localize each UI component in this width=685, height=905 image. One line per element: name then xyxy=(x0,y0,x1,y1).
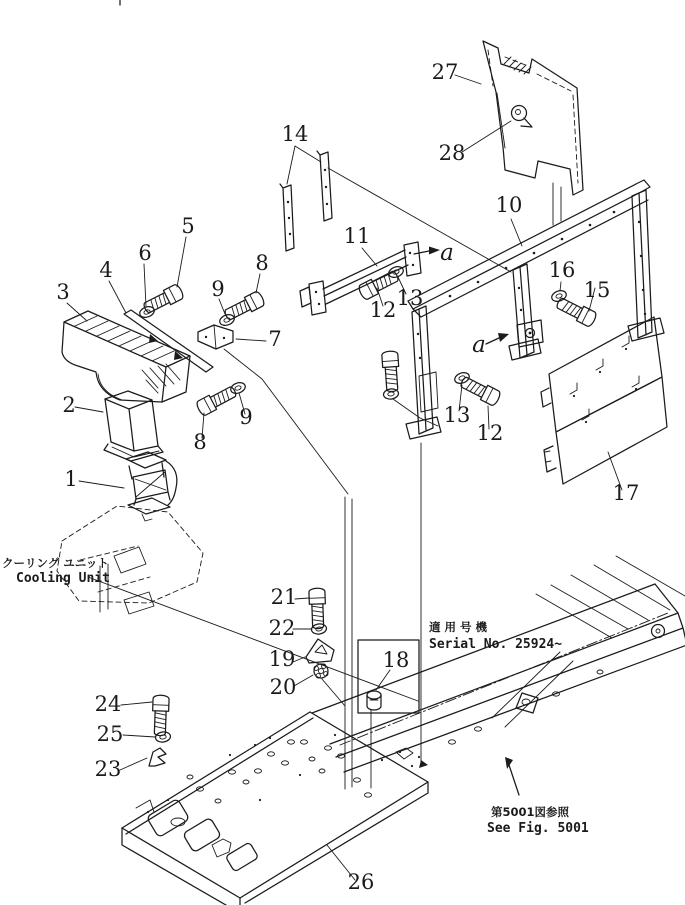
grille-3-drawing xyxy=(62,311,190,402)
callout-2: 2 xyxy=(62,393,76,417)
plug-18-drawing xyxy=(367,691,381,710)
see-fig-label-en: See Fig. 5001 xyxy=(487,821,589,836)
callout-4: 4 xyxy=(99,258,113,282)
callout-21: 21 xyxy=(270,585,298,609)
callout-6: 6 xyxy=(138,241,152,265)
elbow-duct-1-drawing xyxy=(126,452,177,521)
callout-13-upper: 13 xyxy=(396,286,424,310)
serial-label-en: Serial No. 25924~ xyxy=(429,637,563,652)
callout-12-upper: 12 xyxy=(369,298,397,322)
callout-10: 10 xyxy=(495,193,523,217)
callout-23: 23 xyxy=(94,757,122,781)
washer-unlabeled xyxy=(383,388,399,400)
section-arrow-a-lower xyxy=(486,333,509,344)
callout-19: 19 xyxy=(268,647,296,671)
straps-14-drawing xyxy=(280,151,332,251)
callout-27: 27 xyxy=(431,60,459,84)
washer-9-upper xyxy=(218,313,236,328)
callout-15: 15 xyxy=(583,278,611,302)
clip-23-drawing xyxy=(149,748,166,766)
grommet-28-drawing xyxy=(512,106,533,128)
callout-25: 25 xyxy=(96,722,124,746)
bolt-12-lower xyxy=(459,374,502,407)
callout-14: 14 xyxy=(281,122,309,146)
see-fig-arrow xyxy=(505,757,519,795)
callout-9-upper: 9 xyxy=(211,277,225,301)
callout-11: 11 xyxy=(343,224,371,248)
side-panel-17-drawing xyxy=(541,317,667,484)
see-fig-label-jp: 第5001図参照 xyxy=(491,805,570,819)
chassis-rail-drawing xyxy=(312,556,685,772)
section-marker-a-upper: a xyxy=(440,240,454,266)
rear-panel-27-drawing xyxy=(483,41,583,195)
section-marker-a-lower: a xyxy=(472,332,486,358)
bolt-24 xyxy=(152,695,169,736)
callout-28: 28 xyxy=(438,141,466,165)
callout-8-upper: 8 xyxy=(255,251,269,275)
callout-13-lower: 13 xyxy=(443,403,471,427)
bracket-7-drawing xyxy=(198,325,233,349)
callout-9-lower: 9 xyxy=(239,405,253,429)
bolt-8-lower xyxy=(195,384,238,417)
callout-12-lower: 12 xyxy=(476,421,504,445)
callout-16: 16 xyxy=(548,258,576,282)
callout-22: 22 xyxy=(268,616,296,640)
leader-lines xyxy=(67,75,622,880)
bolt-5 xyxy=(142,283,185,316)
callout-labels xyxy=(56,60,639,894)
callout-8-lower: 8 xyxy=(193,430,207,454)
clamp-19-drawing xyxy=(306,639,334,663)
bolt-unlabeled xyxy=(382,351,401,392)
mounting-plate-4-drawing xyxy=(124,310,213,372)
callout-1: 1 xyxy=(64,467,78,491)
callout-17: 17 xyxy=(612,481,640,505)
serial-label-jp: 適 用 号 機 xyxy=(429,620,488,634)
callout-18: 18 xyxy=(382,648,410,672)
callout-20: 20 xyxy=(269,675,297,699)
section-arrow-a-upper xyxy=(414,247,440,255)
washer-25 xyxy=(155,731,171,743)
callout-7: 7 xyxy=(268,327,282,351)
cooling-unit-label-en: Cooling Unit xyxy=(16,571,110,586)
bolt-21 xyxy=(309,588,326,629)
cooling-unit-label-jp: クーリング ユニット xyxy=(2,556,109,570)
callout-26: 26 xyxy=(347,870,375,894)
bolt-12-upper xyxy=(357,268,400,301)
callout-3: 3 xyxy=(56,280,70,304)
callout-24: 24 xyxy=(94,692,122,716)
washer-16 xyxy=(550,289,568,304)
callout-5: 5 xyxy=(181,214,195,238)
